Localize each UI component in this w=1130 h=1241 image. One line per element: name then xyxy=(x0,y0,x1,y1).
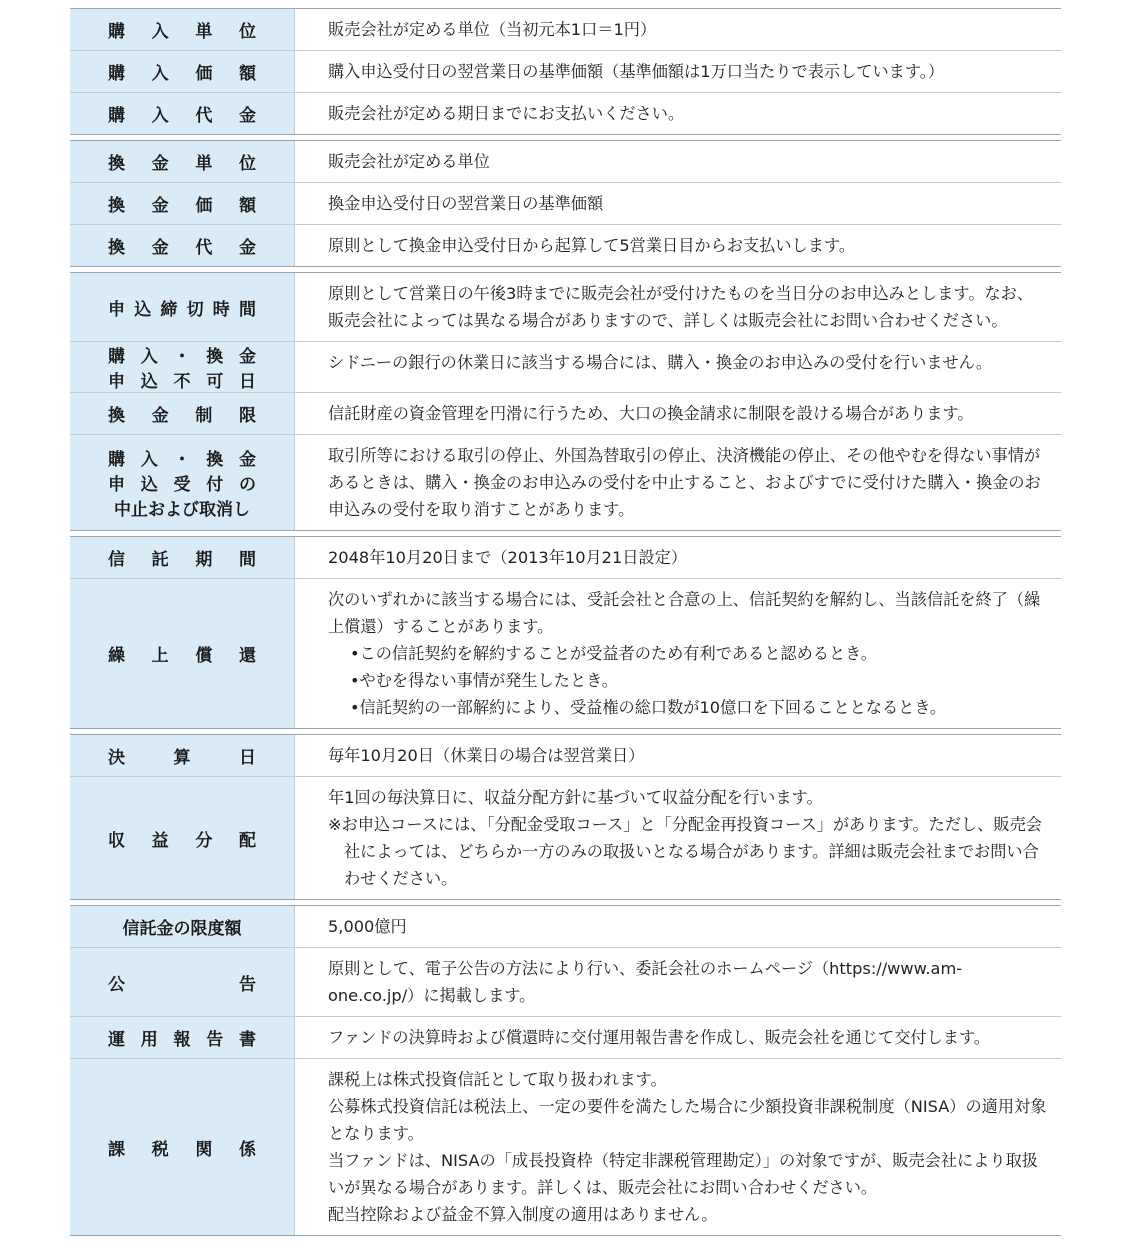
content-paragraph: 購入申込受付日の翌営業日の基準価額（基準価額は1万口当たりで表示しています。） xyxy=(328,62,945,81)
row-label-lines xyxy=(108,970,256,995)
table-row xyxy=(70,537,1061,578)
row-label-text: 換 金 単 位 xyxy=(108,154,256,174)
row-label xyxy=(70,393,295,434)
table-section xyxy=(70,734,1061,900)
row-label-lines xyxy=(108,401,256,426)
row-label-text: 換 金 価 額 xyxy=(108,196,256,216)
content-paragraph: シドニーの銀行の休業日に該当する場合には、購入・換金のお申込みの受付を行いません。 xyxy=(328,353,993,372)
row-content xyxy=(295,93,1061,134)
row-label xyxy=(70,948,295,1016)
table-row xyxy=(70,9,1061,50)
row-label-lines xyxy=(108,1025,256,1050)
row-label-lines xyxy=(108,826,256,851)
row-label-lines xyxy=(108,233,256,258)
content-paragraph: 原則として換金申込受付日から起算して5営業日目からお支払いします。 xyxy=(328,236,856,255)
table-section xyxy=(70,8,1061,135)
row-label xyxy=(70,735,295,776)
row-label xyxy=(70,141,295,182)
row-label-text: 購 入 単 位 xyxy=(108,22,256,42)
content-paragraph: 原則として営業日の午後3時までに販売会社が受付けたものを当日分のお申込みとします。なお、販売会社によっては異なる場合がありますので、詳しくは販売会社にお問い合わせください。 xyxy=(328,284,1034,330)
content-paragraph: 販売会社が定める単位 xyxy=(328,152,490,171)
table-row xyxy=(70,906,1061,947)
row-label xyxy=(70,777,295,899)
content-bullet: •やむを得ない事情が発生したとき。 xyxy=(350,671,618,690)
content-bullet: •この信託契約を解約することが受益者のため有利であると認めるとき。 xyxy=(350,644,877,663)
table-row xyxy=(70,392,1061,434)
table-section xyxy=(70,140,1061,267)
row-content xyxy=(295,1059,1061,1235)
table-row xyxy=(70,182,1061,224)
row-label-text: 申 込 不 可 日 xyxy=(108,372,256,392)
content-paragraph: 販売会社が定める期日までにお支払いください。 xyxy=(328,104,685,123)
row-label-text: 中止および取消し xyxy=(114,500,250,520)
row-content xyxy=(295,735,1061,776)
row-label xyxy=(70,906,295,947)
row-content xyxy=(295,537,1061,578)
row-label-lines xyxy=(108,545,256,570)
row-content xyxy=(295,1017,1061,1058)
content-paragraph: ファンドの決算時および償還時に交付運用報告書を作成し、販売会社を通じて交付します。 xyxy=(328,1028,991,1047)
content-paragraph: 販売会社が定める単位（当初元本1口＝1円） xyxy=(328,20,657,39)
row-label-lines xyxy=(108,191,256,216)
row-content xyxy=(295,342,1061,392)
row-label-text: 購 入 ・ 換 金 xyxy=(108,347,256,367)
row-content xyxy=(295,183,1061,224)
row-label-lines xyxy=(108,101,256,126)
row-content xyxy=(295,948,1061,1016)
content-paragraph: 公募株式投資信託は税法上、一定の要件を満たした場合に少額投資非課税制度（NISA）の適用対象となります。 xyxy=(328,1097,1047,1143)
table-row xyxy=(70,224,1061,266)
table-row xyxy=(70,273,1061,341)
row-label-lines xyxy=(108,1135,256,1160)
row-label-lines xyxy=(108,295,256,320)
content-note: ※お申込コースには、「分配金受取コース」と「分配金再投資コース」があります。ただし、販売会社によっては、どちらか一方のみの取扱いとなる場合があります。詳細は販売会社までお問い合わせください。 xyxy=(328,815,1042,888)
row-label-text: 換 金 制 限 xyxy=(108,406,256,426)
content-bullet: •信託契約の一部解約により、受益権の総口数が10億口を下回ることとなるとき。 xyxy=(350,698,947,717)
row-label xyxy=(70,93,295,134)
table-row xyxy=(70,141,1061,182)
row-label xyxy=(70,342,295,392)
row-label-text: 申 込 締 切 時 間 xyxy=(108,299,256,320)
row-label-text: 換 金 代 金 xyxy=(108,238,256,258)
table-row xyxy=(70,341,1061,392)
row-label-lines xyxy=(108,342,256,392)
content-paragraph: 当ファンドは、NISAの「成長投資枠（特定非課税管理勘定）」の対象ですが、販売会社により取扱いが異なる場合があります。詳しくは、販売会社にお問い合わせください。 xyxy=(328,1151,1038,1197)
row-label xyxy=(70,435,295,530)
content-paragraph: 年1回の毎決算日に、収益分配方針に基づいて収益分配を行います。 xyxy=(328,788,823,807)
row-label xyxy=(70,579,295,728)
content-paragraph: 課税上は株式投資信託として取り扱われます。 xyxy=(328,1070,667,1089)
row-label xyxy=(70,1017,295,1058)
row-content xyxy=(295,579,1061,728)
content-paragraph: 配当控除および益金不算入制度の適用はありません。 xyxy=(328,1205,718,1224)
content-paragraph: 毎年10月20日（休業日の場合は翌営業日） xyxy=(328,746,645,765)
content-paragraph: 信託財産の資金管理を円滑に行うため、大口の換金請求に制限を設ける場合があります。 xyxy=(328,404,974,423)
row-label xyxy=(70,273,295,341)
table-row xyxy=(70,92,1061,134)
content-paragraph: 次のいずれかに該当する場合には、受託会社と合意の上、信託契約を解約し、当該信託を終了（繰上償還）することがあります。 xyxy=(328,590,1041,636)
content-paragraph: 2048年10月20日まで（2013年10月21日設定） xyxy=(328,548,688,567)
row-label xyxy=(70,1059,295,1235)
row-label xyxy=(70,51,295,92)
row-label-lines xyxy=(108,149,256,174)
table-row xyxy=(70,947,1061,1016)
row-label xyxy=(70,537,295,578)
table-row xyxy=(70,50,1061,92)
table-section xyxy=(70,272,1061,531)
row-label-lines xyxy=(108,59,256,84)
row-content xyxy=(295,141,1061,182)
row-label-text: 課 税 関 係 xyxy=(108,1139,256,1160)
row-label-text: 購 入 代 金 xyxy=(108,106,256,126)
table-section xyxy=(70,536,1061,729)
table-row xyxy=(70,1058,1061,1235)
row-label-lines xyxy=(108,914,256,939)
table-row xyxy=(70,434,1061,530)
table-row xyxy=(70,776,1061,899)
table-row xyxy=(70,1016,1061,1058)
content-paragraph: 原則として、電子公告の方法により行い、委託会社のホームページ（https://www.am-one.co.jp/）に掲載します。 xyxy=(328,959,963,1005)
row-label-lines xyxy=(108,641,256,666)
row-content xyxy=(295,435,1061,530)
row-content xyxy=(295,51,1061,92)
row-label-text: 運 用 報 告 書 xyxy=(108,1030,256,1050)
row-label xyxy=(70,225,295,266)
row-content xyxy=(295,9,1061,50)
row-label xyxy=(70,183,295,224)
row-label-text: 繰 上 償 還 xyxy=(108,646,256,666)
row-label-text: 決 算 日 xyxy=(108,748,256,768)
row-content xyxy=(295,225,1061,266)
row-label xyxy=(70,9,295,50)
row-label-text: 公 告 xyxy=(108,974,256,995)
row-label-text: 信 託 期 間 xyxy=(108,550,256,570)
row-label-lines xyxy=(108,17,256,42)
row-content xyxy=(295,906,1061,947)
row-label-text: 申 込 受 付 の xyxy=(108,475,256,495)
row-content xyxy=(295,273,1061,341)
row-label-text: 信託金の限度額 xyxy=(122,919,242,939)
row-label-text: 購 入 価 額 xyxy=(108,64,256,84)
table-row xyxy=(70,735,1061,776)
row-label-text: 収 益 分 配 xyxy=(108,830,256,851)
table-row xyxy=(70,578,1061,728)
fund-procedure-table xyxy=(70,8,1061,1241)
content-paragraph: 5,000億円 xyxy=(328,917,407,936)
row-label-text: 購 入 ・ 換 金 xyxy=(108,450,256,470)
table-section xyxy=(70,905,1061,1236)
content-paragraph: 取引所等における取引の停止、外国為替取引の停止、決済機能の停止、その他やむを得ない事情があるときは、購入・換金のお申込みの受付を中止すること、およびすでに受付けた購入・換金のお申込みの受付を取り消すことがあります。 xyxy=(328,446,1041,519)
row-label-lines xyxy=(108,743,256,768)
content-paragraph: 換金申込受付日の翌営業日の基準価額 xyxy=(328,194,604,213)
row-content xyxy=(295,777,1061,899)
row-label-lines xyxy=(108,445,256,520)
row-content xyxy=(295,393,1061,434)
